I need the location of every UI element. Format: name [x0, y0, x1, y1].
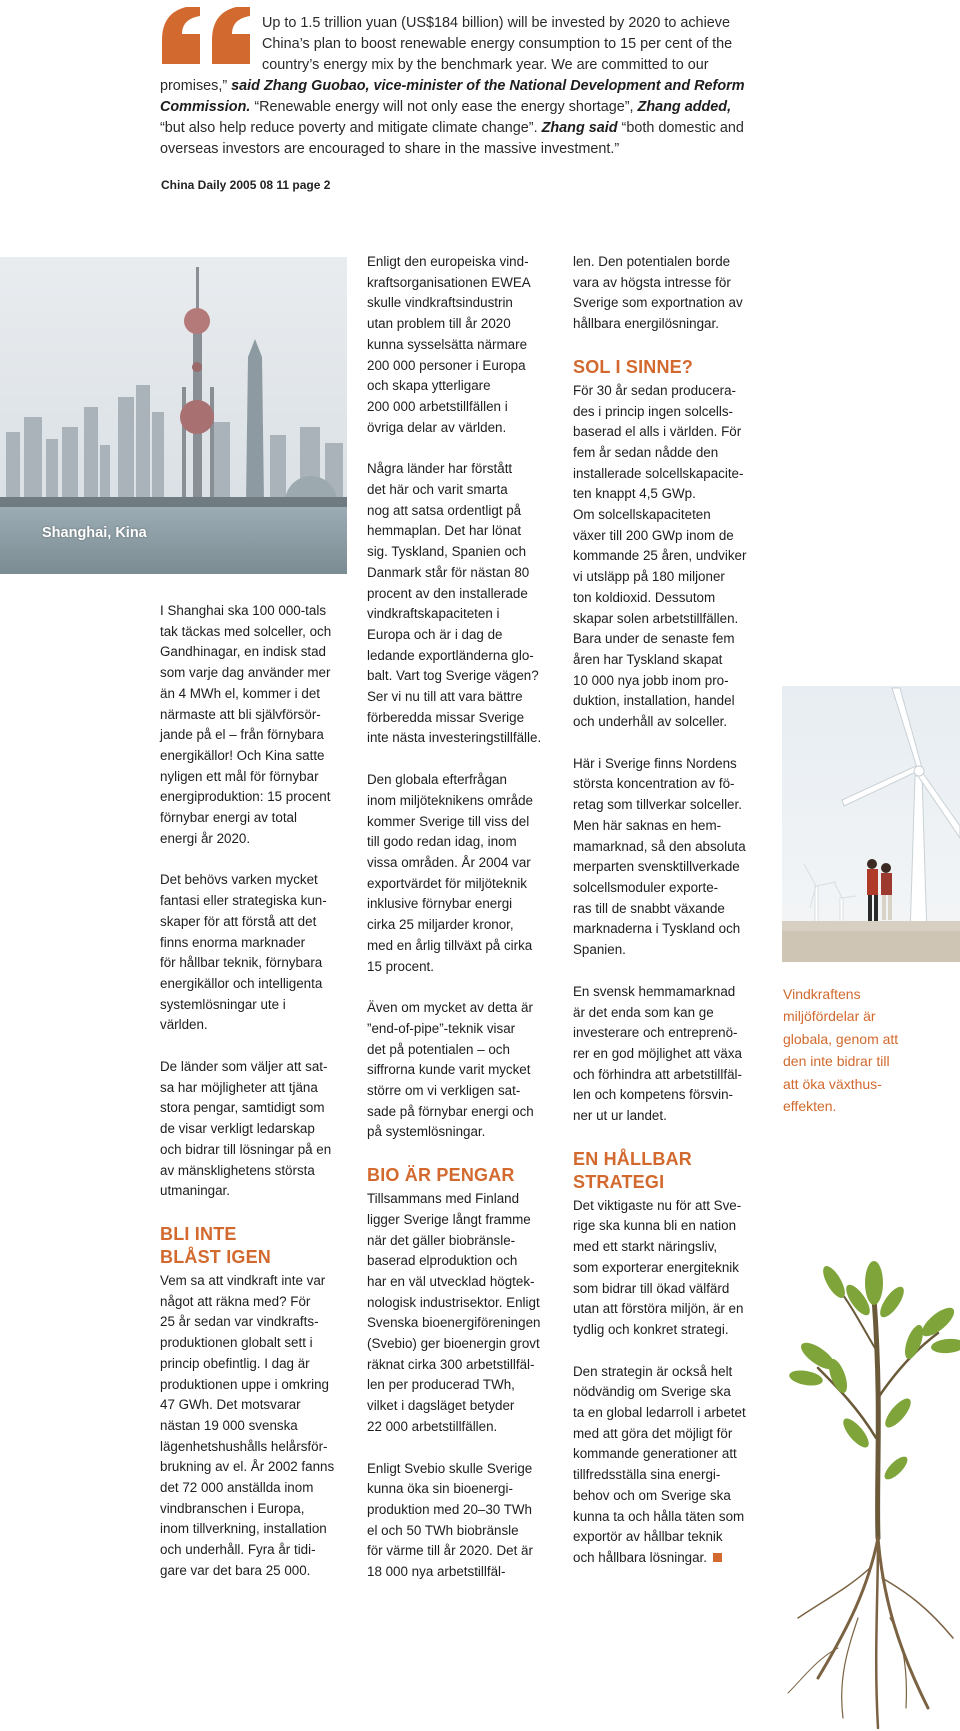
- paragraph: len. Den potentialen borde vara av högsta intresse för Sverige som exportnation av hållbara energilösningar.: [573, 254, 743, 332]
- quote-attribution: said Zhang Guobao, vice-minister of the National Development and Reform Commission.: [160, 78, 745, 115]
- closing-text: Den strategin är också helt nödvändig om Sverige ska ta en global ledarroll i arbetet med att göra det möjligt för kommande generationer att tillfredsställa sina energi- behov och om Sverige ska kunna ta och hålla täten som exportör av hållbar teknik och hållbara lösningar.: [573, 1363, 746, 1565]
- paragraph: Enligt Svebio skulle Sverige kunna öka sin bioenergi- produktion med 20–30 TWh el och 50 TWh biobränsle för värme till år 2020. Det är 18 000 nya arbetstillfäl-: [367, 1460, 533, 1580]
- paragraph: Den globala efterfrågan inom miljöteknikens område kommer Sverige till viss del till godo redan idag, inom vissa områden. År 2004 var exportvärdet för miljöteknik inklusive förnybar energi cirka 25 miljarder kronor, med en årlig tillväxt på cirka 15 procent.: [367, 772, 533, 974]
- paragraph: För 30 år sedan producera- des i princip ingen solcells- baserad el alls i världen. För fem år sedan nådde den installerade solcellskapacite- ten knappt 4,5 GWp. Om solcellskapaciteten växer till 200 GWp inom de kommande 25 åren, undviker vi utsläpp på 180 miljoner ton koldioxid. Dessutom skapar solen arbetstillfällen. Bara under de senaste fem åren har Tyskland skapat 10 000 nya jobb inom pro- duktion, installation, handel och underhåll av solceller.: [573, 382, 747, 730]
- quote-attribution: Zhang added,: [637, 99, 732, 115]
- article-column-1: [160, 601, 360, 1582]
- paragraph: Vem sa att vindkraft inte var något att räkna med? För 25 år sedan var vindkrafts- produktionen globalt sett i princip obefintlig. I dag är produktionen uppe i omkring 47 GWh. Det motsvarar nästan 19 000 svenska lägenhetshushålls helårsför- brukning av el. År 2002 fanns det 72 000 anställda inom vindbranschen i Europa, inom tillverkning, installation och underhåll. Fyra år tidi- gare var det bara 25 000.: [160, 1272, 335, 1578]
- end-square-icon: [713, 1553, 722, 1562]
- paragraph: En svensk hemmamarknad är det enda som kan ge investerare och entreprenö- rer en god möjlighet att växa och förhindra att arbetstillfäl- len och kompetens försvin- ner ut ur landet.: [573, 983, 742, 1124]
- paragraph: Några länder har förstått det här och varit smarta nog att satsa ordentligt på hemmaplan. Det har lönat sig. Tyskland, Spanien och Danmark står för nästan 80 procent av den installerade vindkraftskapaciteten i Europa och är i dag de ledande exportländerna glo- balt. Vart tog Sverige vägen? Ser vi nu till att vara bättre förberedda missar Sverige inte nästa investeringstillfälle.: [367, 461, 542, 746]
- quote-attribution: Zhang said: [541, 120, 618, 136]
- paragraph: I Shanghai ska 100 000-tals tak täckas med solceller, och Gandhinagar, en indisk stad som varje dag använder mer än 4 MWh el, kommer i det närmaste att bli självförsör- jande på el – från förnybara energikällor! Och Kina satte nyligen ett mål för förnybar energiproduktion: 15 procent förnybar energi av total energi år 2020.: [160, 603, 332, 846]
- article-column-2: [367, 252, 567, 1583]
- pull-quote: [160, 13, 754, 160]
- article-column-3: [573, 252, 773, 1569]
- quote-mark-spacer: [160, 13, 262, 75]
- paragraph: Även om mycket av detta är ”end-of-pipe”-teknik visar det på potentialen – och siffrorna kunde varit mycket större om vi verkligen sat- sade på förnybar energi och på systemlösningar.: [367, 1000, 534, 1140]
- section-heading: BLI INTE BLÅST IGEN: [160, 1223, 272, 1267]
- paragraph: [573, 1362, 773, 1569]
- paragraph: Tillsammans med Finland ligger Sverige långt framme när det gäller biobränsle- baserad elproduktion och har en väl utvecklad högtek- nologisk industrisektor. Enligt Svenska bioenergiföreningen (Svebio) ger bioenergin grovt räknat cirka 300 arbetstillfäl- len per producerad TWh, vilket i dagsläget betyder 22 000 arbetstillfällen.: [367, 1191, 541, 1434]
- quote-part: “both domestic and overseas investors are encouraged to share in the massive investment.”: [160, 120, 744, 157]
- quote-part: “but also help reduce poverty and mitigate climate change”.: [160, 120, 542, 136]
- quote-source: China Daily 2005 08 11 page 2: [161, 178, 331, 192]
- section-heading: EN HÅLLBAR STRATEGI: [573, 1148, 692, 1192]
- young-tree-with-roots-image: [778, 1238, 960, 1731]
- shanghai-photo-caption: Shanghai, Kina: [42, 525, 147, 541]
- wind-photo-caption: Vindkraftens miljöfördelar är globala, genom att den inte bidrar till att öka växthus- effekten.: [783, 986, 899, 1115]
- paragraph: Här i Sverige finns Nordens största koncentration av fö- retag som tillverkar solceller. Men här saknas en hem- mamarknad, så den absoluta merparten svensktillverkade solcellsmoduler exporte- ras till de snabbt växande marknaderna i Tyskland och Spanien.: [573, 755, 746, 958]
- quote-part: Up to 1.5 trillion yuan (US$184 billion) will be invested by 2020 to achieve China’s plan to boost renewable energy consumption to 15 per cent of the country’s energy mix by the benchmark year. We are committed to our promises,”: [160, 15, 733, 94]
- paragraph: De länder som väljer att sat- sa har möjligheter att tjäna stora pengar, samtidigt som de visar verkligt ledarskap och bidrar till lösningar på en av mänsklighetens största utmaningar.: [160, 1059, 332, 1199]
- quote-part: “Renewable energy will not only ease the energy shortage”,: [250, 99, 638, 115]
- section-heading: SOL I SINNE?: [573, 356, 694, 377]
- paragraph: Det viktigaste nu för att Sve- rige ska kunna bli en nation med ett starkt näringsliv, som exporterar energiteknik som bidrar till ökad välfärd utan att förstöra miljön, är en tydlig och konkret strategi.: [573, 1197, 744, 1337]
- wind-turbines-photo: [782, 686, 960, 962]
- section-heading: BIO ÄR PENGAR: [367, 1165, 515, 1186]
- paragraph: Det behövs varken mycket fantasi eller strategiska kun- skaper för att förstå att det finns enorma marknader för hållbar teknik, förnybara energikällor och intelligenta systemlösningar ute i världen.: [160, 872, 327, 1033]
- paragraph: Enligt den europeiska vind- kraftsorganisationen EWEA skulle vindkraftsindustrin utan problem till år 2020 kunna sysselsätta närmare 200 000 personer i Europa och skapa ytterligare 200 000 arbetstillfällen i övriga delar av världen.: [367, 254, 531, 435]
